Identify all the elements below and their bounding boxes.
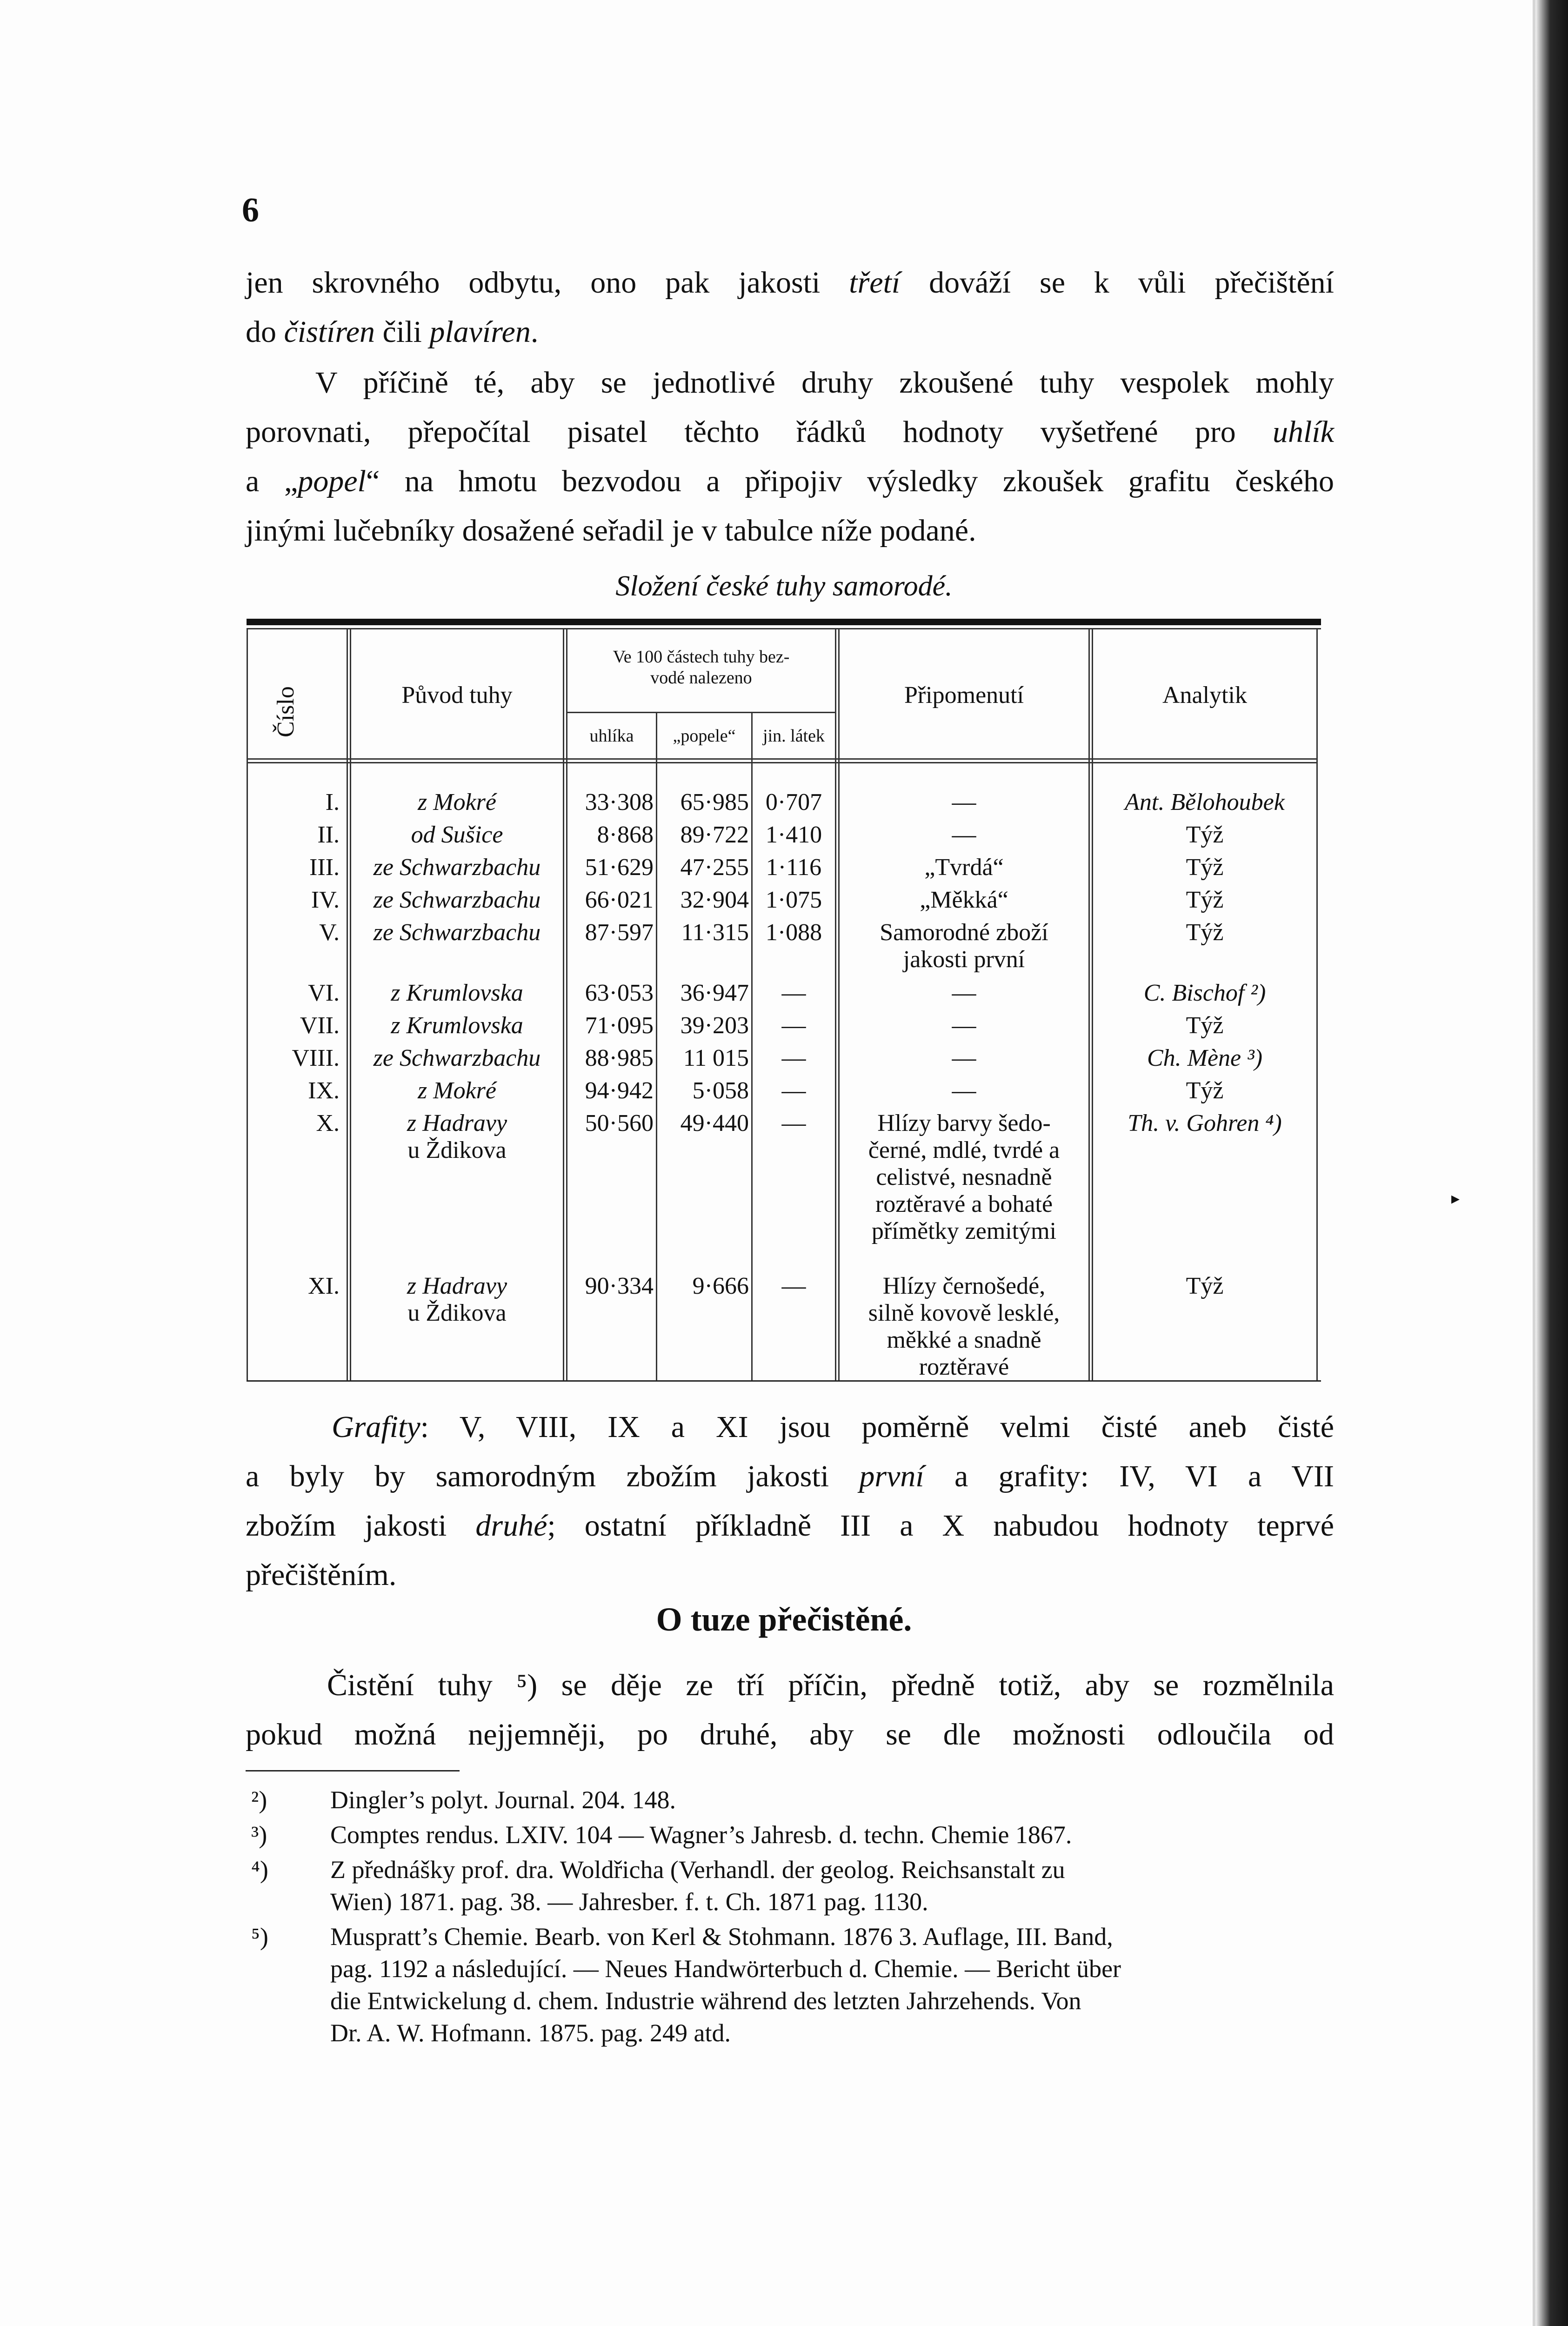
- row-origin: ze Schwarzbachu: [373, 1045, 541, 1071]
- row-note: —: [952, 1077, 976, 1104]
- row-number: V.: [319, 919, 340, 946]
- col-sep-1: [347, 628, 348, 1382]
- row-number: IX.: [308, 1077, 340, 1104]
- row-note: „Měkká“: [920, 887, 1008, 913]
- row-note: měkké a snadně: [887, 1327, 1041, 1353]
- row-number: XI.: [308, 1273, 340, 1299]
- footnote-2: ²) Dingler’s polyt. Journal. 204. 148.: [251, 1786, 676, 1814]
- row-origin: z Mokré: [418, 789, 496, 815]
- row-popele: 36·947: [680, 980, 749, 1006]
- row-note: —: [952, 1012, 976, 1039]
- row-analyst: Týž: [1186, 1012, 1224, 1039]
- header-uhlika: uhlíka: [589, 726, 634, 746]
- row-origin: z Krumlovska: [391, 1012, 523, 1039]
- row-uhlika: 88·985: [585, 1045, 654, 1071]
- row-popele: 32·904: [680, 887, 749, 913]
- row-uhlika: 90·334: [585, 1273, 654, 1299]
- row-popele: 11 015: [683, 1045, 749, 1071]
- row-number: VI.: [308, 980, 340, 1006]
- row-note: Hlízy barvy šedo-: [877, 1110, 1051, 1136]
- row-origin: z Krumlovska: [391, 980, 523, 1006]
- row-popele: 47·255: [680, 854, 749, 881]
- row-origin: u Ždikova: [407, 1300, 507, 1326]
- row-number: X.: [316, 1110, 340, 1136]
- row-analyst: Týž: [1186, 887, 1224, 913]
- header-popele: „popele“: [673, 726, 736, 746]
- book-spine: [1535, 0, 1568, 2326]
- row-note: přímětky zemitými: [871, 1218, 1057, 1244]
- para1-line-2: do čistíren čili plavíren.: [246, 315, 539, 349]
- table-top-rule-thin: [247, 628, 1321, 629]
- group-header-rule: [566, 712, 835, 713]
- row-jin-latek: 1·410: [765, 822, 822, 848]
- row-analyst: Týž: [1186, 854, 1224, 881]
- row-origin: z Hadravy: [407, 1273, 507, 1299]
- paragraph-1: [246, 258, 1334, 357]
- footnote-3: ³) Comptes rendus. LXIV. 104 — Wagner’s Jahresb. d. techn. Chemie 1867.: [251, 1821, 1072, 1849]
- row-analyst: Týž: [1186, 1077, 1224, 1104]
- footnote-4: ⁴) Z přednášky prof. dra. Woldřicha (Verhandl. der geolog. Reichsanstalt zu Wien) 1871. pag. 38. — Jahresber. f. t. Ch. 1871 pag. 1130.: [251, 1856, 1065, 1916]
- row-analyst: Týž: [1186, 1273, 1224, 1299]
- col-sep-5: [835, 628, 836, 1382]
- row-origin: ze Schwarzbachu: [373, 887, 541, 913]
- row-analyst: Ch. Mène ³): [1147, 1045, 1263, 1071]
- row-popele: 9·666: [692, 1273, 749, 1299]
- row-number: IV.: [311, 887, 340, 913]
- row-uhlika: 87·597: [585, 919, 654, 946]
- row-jin-latek: —: [781, 1045, 806, 1071]
- row-analyst: Týž: [1186, 822, 1224, 848]
- row-uhlika: 94·942: [585, 1077, 654, 1104]
- row-popele: 65·985: [680, 789, 749, 815]
- row-popele: 89·722: [680, 822, 749, 848]
- row-note: roztěravé a bohaté: [875, 1191, 1053, 1217]
- col-sep-6: [1088, 628, 1090, 1382]
- row-note: jakosti první: [903, 946, 1025, 973]
- row-note: „Tvrdá“: [924, 854, 1004, 881]
- row-uhlika: 71·095: [585, 1012, 654, 1039]
- row-jin-latek: —: [781, 1273, 806, 1299]
- row-uhlika: 63·053: [585, 980, 654, 1006]
- row-note: roztěravé: [919, 1354, 1009, 1380]
- row-origin: z Hadravy: [407, 1110, 507, 1136]
- row-number: I.: [325, 789, 340, 815]
- row-origin: z Mokré: [418, 1077, 496, 1104]
- header-cislo: Číslo: [273, 686, 299, 737]
- row-number: VII.: [300, 1012, 340, 1039]
- para3-line-2: a byly by samorodným zbožím jakosti první a grafity: IV, VI a VII: [246, 1459, 1334, 1493]
- col-sep-3: [656, 712, 657, 1382]
- composition-table: [247, 619, 1321, 1386]
- row-analyst: Th. v. Gohren ⁴): [1128, 1110, 1282, 1136]
- para4-line-2: pokud možná nejjemněji, po druhé, aby se dle možnosti odloučila od: [246, 1718, 1334, 1751]
- margin-mark: ▸: [1451, 1189, 1460, 1208]
- row-popele: 49·440: [680, 1110, 749, 1136]
- row-note: celistvé, nesnadně: [876, 1164, 1052, 1190]
- row-jin-latek: —: [781, 980, 806, 1006]
- table-top-rule: [247, 619, 1321, 625]
- row-note: Hlízy černošedé,: [882, 1273, 1046, 1299]
- row-note: —: [952, 980, 976, 1006]
- table-bottom-rule: [247, 1380, 1321, 1382]
- row-uhlika: 51·629: [585, 854, 654, 881]
- row-jin-latek: —: [781, 1012, 806, 1039]
- row-jin-latek: 1·088: [765, 919, 822, 946]
- row-popele: 11·315: [681, 919, 749, 946]
- row-origin: u Ždikova: [407, 1137, 507, 1163]
- table-border-right: [1316, 628, 1318, 1382]
- row-origin: ze Schwarzbachu: [373, 919, 541, 946]
- row-popele: 5·058: [692, 1077, 749, 1104]
- page-number: 6: [242, 191, 259, 229]
- row-number: II.: [317, 822, 340, 848]
- row-note: Samorodné zboží: [880, 919, 1048, 946]
- header-pripomenuti: Připomenutí: [904, 682, 1024, 708]
- row-jin-latek: 0·707: [765, 789, 822, 815]
- row-number: VIII.: [292, 1045, 340, 1071]
- paragraph-3: [246, 1403, 1334, 1600]
- header-bottom-rule-2: [247, 762, 1318, 763]
- row-uhlika: 33·308: [585, 789, 654, 815]
- row-uhlika: 50·560: [585, 1110, 654, 1136]
- row-note: černé, mdlé, tvrdé a: [868, 1137, 1060, 1163]
- header-group: Ve 100 částech tuhy bez-: [613, 647, 790, 667]
- header-puvod: Původ tuhy: [401, 682, 513, 708]
- footnote-5: ⁵) Muspratt’s Chemie. Bearb. von Kerl & Stohmann. 1876 3. Auflage, III. Band, pag. 1192 a následující. — Neues Handwörterbuch d. Chemie. — Bericht über die Entwickelung d. chem. Industrie während des letzten Jahrzehends. Von Dr. A. W. Hofmann. 1875. pag. 249 atd.: [251, 1923, 1121, 2047]
- row-analyst: Týž: [1186, 919, 1224, 946]
- para3-line-4: přečištěním.: [246, 1558, 397, 1592]
- row-jin-latek: 1·116: [766, 854, 822, 881]
- row-analyst: C. Bischof ²): [1143, 980, 1266, 1006]
- para2-line-1: V příčině té, aby se jednotlivé druhy zkoušené tuhy vespolek mohly: [315, 366, 1334, 400]
- para1-line-1: jen skrovného odbytu, ono pak jakosti třetí dováží se k vůli přečištění: [246, 266, 1334, 300]
- paragraph-2: [246, 358, 1334, 555]
- row-uhlika: 66·021: [585, 887, 654, 913]
- para2-line-4: jinými lučebníky dosažené seřadil je v tabulce níže podané.: [246, 514, 976, 548]
- para2-line-2: porovnati, přepočítal pisatel těchto řádků hodnoty vyšetřené pro uhlík: [246, 415, 1334, 449]
- paragraph-4: [246, 1661, 1334, 1759]
- row-jin-latek: —: [781, 1077, 806, 1104]
- para4-line-1: Čistění tuhy ⁵) se děje ze tří příčin, předně totiž, aby se rozmělnila: [327, 1668, 1334, 1702]
- para3-line-3: zbožím jakosti druhé; ostatní příkladně III a X nabudou hodnoty teprvé: [246, 1509, 1334, 1543]
- section-heading: O tuze přečistěné.: [656, 1601, 912, 1638]
- row-jin-latek: 1·075: [765, 887, 822, 913]
- header-jin-latek: jin. látek: [763, 726, 825, 746]
- row-uhlika: 8·868: [597, 822, 654, 848]
- row-origin: od Sušice: [411, 822, 503, 848]
- header-group-2: vodé nalezeno: [650, 668, 752, 688]
- row-analyst: Ant. Bělohoubek: [1125, 789, 1285, 815]
- header-bottom-rule: [247, 758, 1318, 760]
- row-origin: ze Schwarzbachu: [373, 854, 541, 881]
- footnote-rule: [246, 1770, 460, 1771]
- row-note: —: [952, 1045, 976, 1071]
- para3-line-1: Grafity: V, VIII, IX a XI jsou poměrně velmi čisté aneb čisté: [332, 1410, 1334, 1444]
- table-caption: Složení české tuhy samorodé.: [615, 570, 953, 602]
- para2-line-3: a „popel“ na hmotu bezvodou a připojiv výsledky zkoušek grafitu českého: [246, 464, 1334, 498]
- col-sep-2: [563, 628, 564, 1382]
- header-analytik: Analytik: [1162, 682, 1247, 708]
- row-popele: 39·203: [680, 1012, 749, 1039]
- row-number: III.: [309, 854, 340, 881]
- row-jin-latek: —: [781, 1110, 806, 1136]
- row-note: —: [952, 822, 976, 848]
- footnotes: [251, 1784, 1335, 2049]
- row-note: —: [952, 789, 976, 815]
- row-note: silně kovově lesklé,: [868, 1300, 1060, 1326]
